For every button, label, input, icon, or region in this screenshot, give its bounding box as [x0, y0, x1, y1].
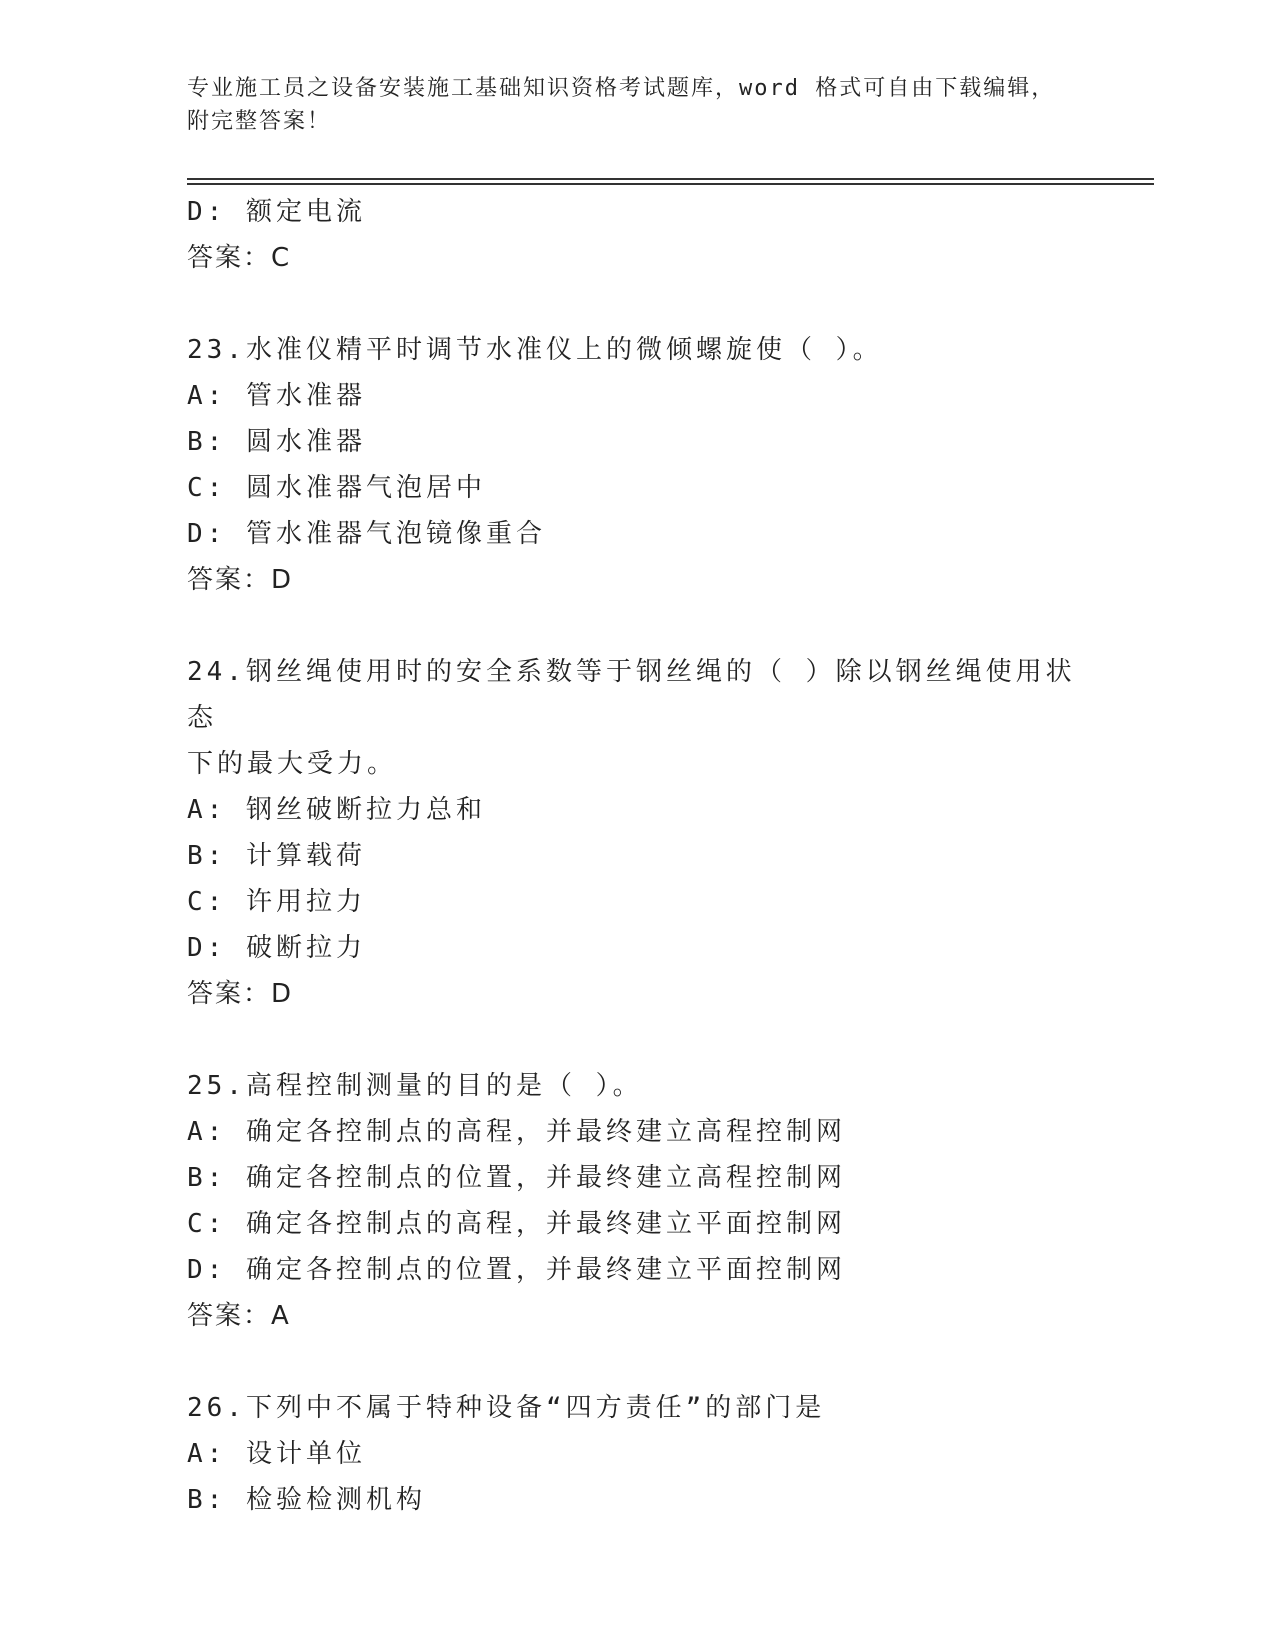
question-content	[187, 189, 1087, 1523]
option-d: D: 额定电流	[187, 197, 366, 227]
option-b: B: 检验检测机构	[187, 1485, 426, 1515]
option-a: A: 确定各控制点的高程，并最终建立高程控制网	[187, 1117, 846, 1147]
option-d: D: 确定各控制点的位置，并最终建立平面控制网	[187, 1255, 846, 1285]
header-line-1: 专业施工员之设备安装施工基础知识资格考试题库，word 格式可自由下载编辑，	[187, 76, 1056, 101]
question-title: 23.水准仪精平时调节水准仪上的微倾螺旋使（ ）。	[187, 335, 883, 365]
answer: 答案：D	[187, 565, 294, 595]
question-title: 26.下列中不属于特种设备“四方责任”的部门是	[187, 1393, 826, 1423]
question-title-line-2: 下的最大受力。	[187, 749, 398, 779]
option-b: B: 确定各控制点的位置，并最终建立高程控制网	[187, 1163, 846, 1193]
option-c: C: 确定各控制点的高程，并最终建立平面控制网	[187, 1209, 846, 1239]
header-line-2: 附完整答案！	[187, 109, 332, 134]
answer: 答案：C	[187, 243, 292, 273]
question-24	[187, 649, 1087, 1017]
option-c: C: 圆水准器气泡居中	[187, 473, 486, 503]
option-c: C: 许用拉力	[187, 887, 366, 917]
header-divider-top	[187, 178, 1154, 180]
question-title: 25.高程控制测量的目的是（ ）。	[187, 1071, 643, 1101]
option-b: B: 计算载荷	[187, 841, 366, 871]
question-26	[187, 1385, 1087, 1523]
option-d: D: 管水准器气泡镜像重合	[187, 519, 546, 549]
answer: 答案：A	[187, 1301, 291, 1331]
option-b: B: 圆水准器	[187, 427, 366, 457]
option-a: A: 设计单位	[187, 1439, 366, 1469]
option-d: D: 破断拉力	[187, 933, 366, 963]
question-title-line-1: 24.钢丝绳使用时的安全系数等于钢丝绳的（ ）除以钢丝绳使用状态	[187, 657, 1076, 733]
header-divider-bottom	[187, 183, 1154, 185]
question-22-tail	[187, 189, 1087, 281]
answer: 答案：D	[187, 979, 294, 1009]
option-a: A: 管水准器	[187, 381, 366, 411]
question-23	[187, 327, 1087, 603]
question-25	[187, 1063, 1087, 1339]
option-a: A: 钢丝破断拉力总和	[187, 795, 486, 825]
document-header	[187, 72, 1087, 138]
